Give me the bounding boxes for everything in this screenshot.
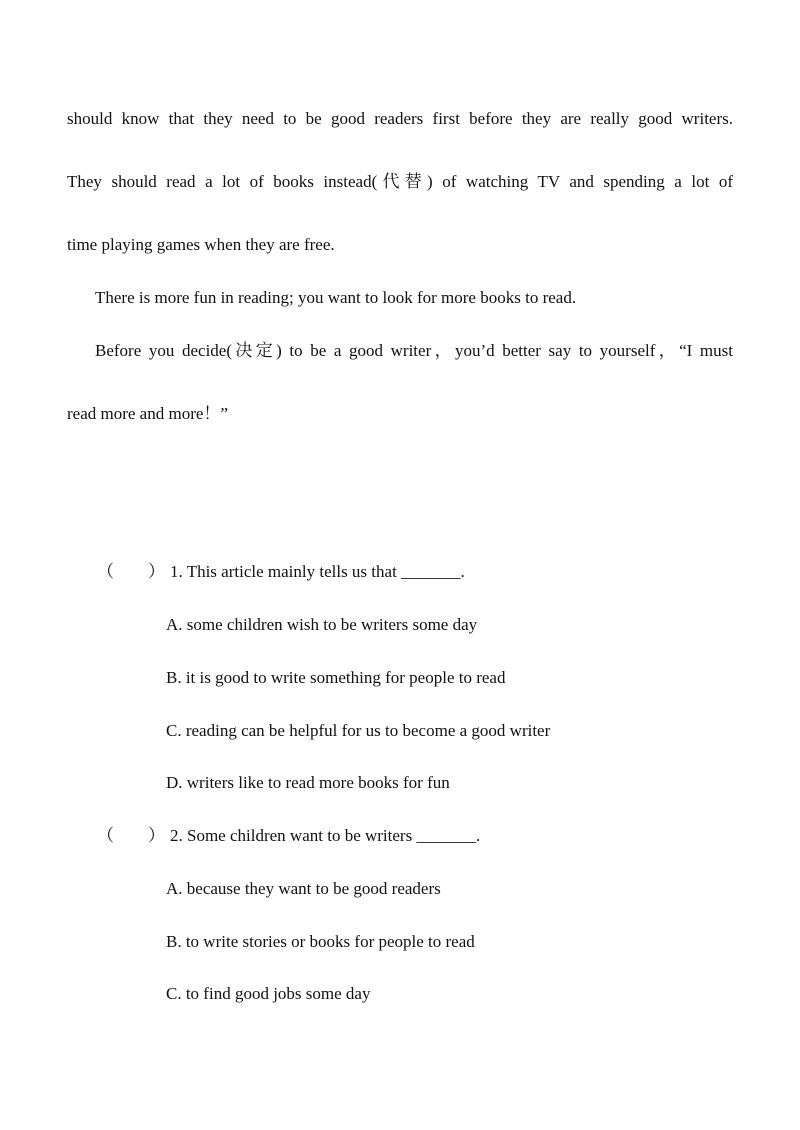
option-b: B. it is good to write something for people to read bbox=[166, 668, 506, 687]
option-b: B. to write stories or books for people to read bbox=[166, 932, 475, 951]
passage-line: Before you decide(决定) to be a good writer，you’d better say to yourself，“I must bbox=[95, 341, 733, 360]
option-c: C. to find good jobs some day bbox=[166, 984, 371, 1003]
question-stem: 2. Some children want to be writers _______. bbox=[170, 826, 481, 845]
option-c: C. reading can be helpful for us to become a good writer bbox=[166, 721, 551, 740]
passage-line: should know that they need to be good readers first before they are really good writers. bbox=[67, 109, 733, 128]
answer-blank-parentheses[interactable]: （ ） bbox=[97, 562, 165, 581]
option-d: D. writers like to read more books for fun bbox=[166, 773, 450, 792]
passage-line: There is more fun in reading; you want to look for more books to read. bbox=[95, 288, 577, 307]
passage-line: time playing games when they are free. bbox=[67, 235, 335, 254]
answer-blank-parentheses[interactable]: （ ） bbox=[97, 826, 165, 845]
passage-line: They should read a lot of books instead(代替) of watching TV and spending a lot of bbox=[67, 172, 733, 191]
option-a: A. some children wish to be writers some day bbox=[166, 615, 478, 634]
option-a: A. because they want to be good readers bbox=[166, 879, 441, 898]
question-stem: 1. This article mainly tells us that _______. bbox=[170, 562, 465, 581]
passage-line: read more and more！” bbox=[67, 404, 228, 423]
